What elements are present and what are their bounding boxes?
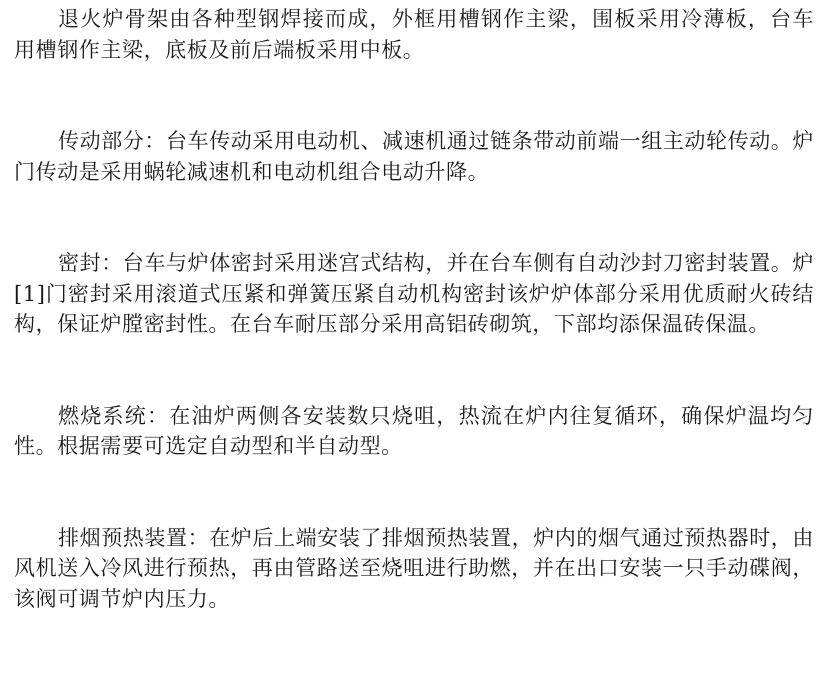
paragraph-transmission: 传动部分：台车传动采用电动机、减速机通过链条带动前端一组主动轮传动。炉门传动是采用蜗轮减速机和电动机组合电动升降。 bbox=[14, 129, 814, 184]
paragraph-sealing: 密封：台车与炉体密封采用迷宫式结构，并在台车侧有自动沙封刀密封装置。炉[1]门密封采用滚道式压紧和弹簧压紧自动机构密封该炉炉体部分采用优质耐火砖结构，保证炉膛密封性。在台车耐压部分采用高铝砖砌筑，下部均添保温砖保温。 bbox=[14, 251, 814, 336]
paragraph-frame-structure: 退火炉骨架由各种型钢焊接而成，外框用槽钢作主梁，围板采用冷薄板，台车 用槽钢作主梁，底板及前后端板采用中板。 bbox=[14, 7, 814, 62]
paragraph-combustion-system: 燃烧系统：在油炉两侧各安装数只烧咀，热流在炉内往复循环，确保炉温均匀性。根据需要可选定自动型和半自动型。 bbox=[14, 403, 814, 458]
paragraph-exhaust-preheating: 排烟预热装置：在炉后上端安装了排烟预热装置，炉内的烟气通过预热器时，由风机送入冷风进行预热，再由管路送至烧咀进行助燃，并在出口安装一只手动碟阀，该阀可调节炉内压力。 bbox=[14, 525, 814, 611]
article-body bbox=[14, 4, 814, 614]
